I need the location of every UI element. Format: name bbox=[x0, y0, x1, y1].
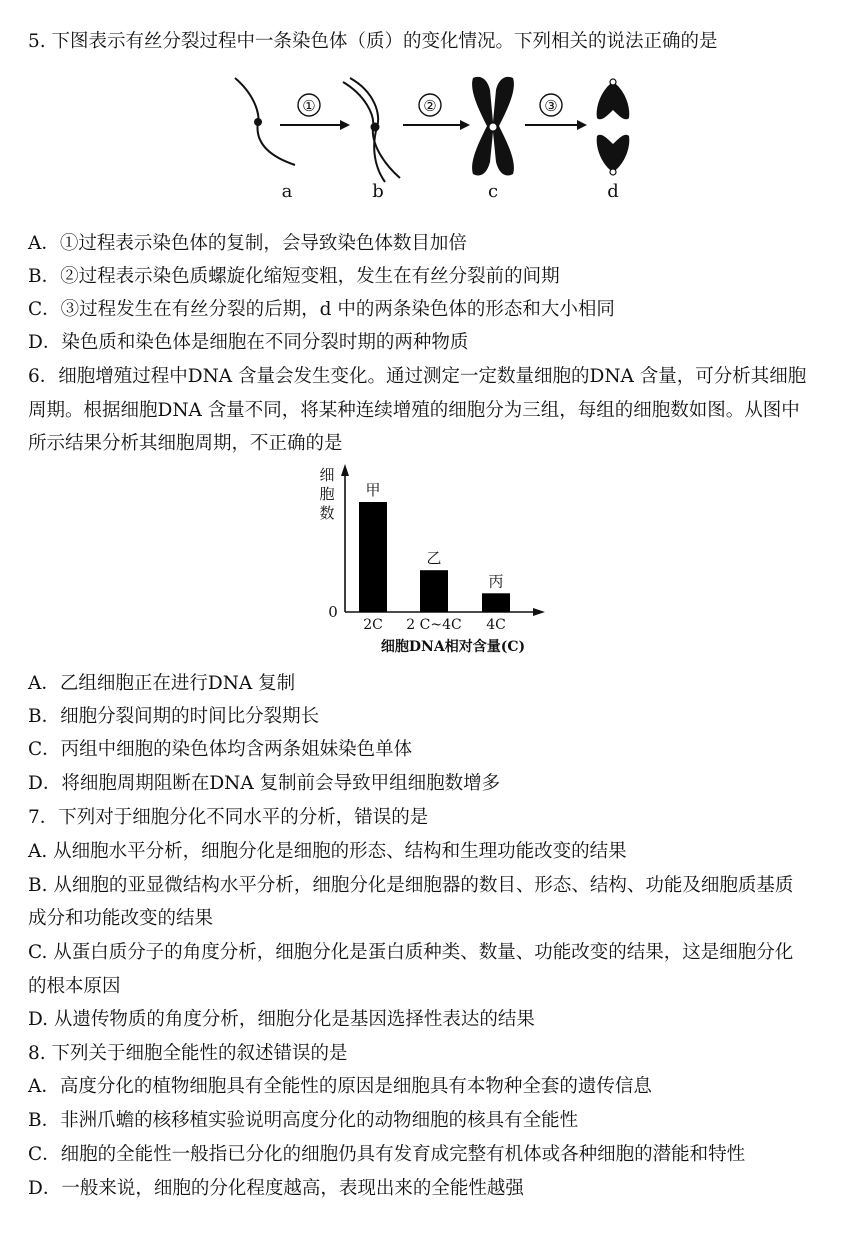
q7-option-a: A. 从细胞水平分析，细胞分化是细胞的形态、结构和生理功能改变的结果 bbox=[28, 841, 627, 862]
chromatid-b2 bbox=[350, 78, 385, 182]
q8-option-b: B．非洲爪蟾的核移植实验说明高度分化的动物细胞的核具有全能性 bbox=[28, 1110, 579, 1131]
centromere-a bbox=[254, 118, 262, 126]
chromosome-figure bbox=[225, 70, 645, 209]
chart-origin-label: 0 bbox=[328, 603, 338, 621]
chart-ylabel-char-3: 数 bbox=[319, 504, 335, 522]
q7-option-b-line-2: 成分和功能改变的结果 bbox=[28, 908, 214, 929]
q7-option-d: D. 从遗传物质的角度分析，细胞分化是基因选择性表达的结果 bbox=[28, 1009, 535, 1030]
q6-option-a: A．乙组细胞正在进行DNA 复制 bbox=[28, 673, 296, 694]
chart-x-tick-3: 4C bbox=[486, 617, 506, 633]
q5-stem: 5. 下图表示有丝分裂过程中一条染色体（质）的变化情况。下列相关的说法正确的是 bbox=[28, 31, 718, 52]
q5-option-d: D．染色质和染色体是细胞在不同分裂时期的两种物质 bbox=[28, 332, 469, 353]
q6-option-d: D．将细胞周期阻断在DNA 复制前会导致甲组细胞数增多 bbox=[28, 773, 501, 794]
chart-bar-label-1: 甲 bbox=[365, 481, 381, 499]
chromatin-a bbox=[235, 78, 295, 165]
chart-x-tick-2: 2 C~4C bbox=[406, 617, 462, 633]
q6-stem-line-3: 所示结果分析其细胞周期，不正确的是 bbox=[28, 433, 343, 454]
chart-ylabel-char-1: 细 bbox=[319, 466, 335, 484]
q8-option-a: A．高度分化的植物细胞具有全能性的原因是细胞具有本物种全套的遗传信息 bbox=[28, 1076, 652, 1097]
step-3-label: ③ bbox=[544, 97, 558, 115]
chart-bar-2 bbox=[420, 570, 448, 612]
chart-xlabel: 细胞DNA相对含量(C) bbox=[380, 639, 526, 655]
step-1-label: ① bbox=[302, 97, 316, 115]
chart-bar-label-3: 丙 bbox=[488, 572, 504, 591]
q6-stem-line-1: 6．细胞增殖过程中DNA 含量会发生变化。通过测定一定数量细胞的DNA 含量，可分析其细胞 bbox=[28, 366, 807, 387]
q7-option-b-line-1: B. 从细胞的亚显微结构水平分析，细胞分化是细胞器的数目、形态、结构、功能及细胞质基质 bbox=[28, 875, 794, 896]
q6-stem-line-2: 周期。根据细胞DNA 含量不同，将某种连续增殖的细胞分为三组，每组的细胞数如图。从图中 bbox=[28, 400, 800, 421]
q8-option-c: C．细胞的全能性一般指已分化的细胞仍具有发育成完整有机体或各种细胞的潜能和特性 bbox=[28, 1144, 746, 1165]
stage-a-label: a bbox=[281, 181, 293, 202]
step-2-label: ② bbox=[423, 97, 437, 115]
chromosome-d-top bbox=[597, 82, 630, 119]
q5-option-b: B．②过程表示染色质螺旋化缩短变粗，发生在有丝分裂前的间期 bbox=[28, 266, 560, 287]
q7-stem: 7．下列对于细胞分化不同水平的分析，错误的是 bbox=[28, 807, 429, 828]
chromosome-d-bottom bbox=[597, 135, 630, 172]
chart-bar-label-2: 乙 bbox=[426, 549, 442, 568]
chart-x-tick-1: 2C bbox=[363, 617, 383, 633]
dna-content-bar-chart bbox=[305, 462, 555, 666]
q7-option-c-line-1: C. 从蛋白质分子的角度分析，细胞分化是蛋白质种类、数量、功能改变的结果，这是细胞分化 bbox=[28, 942, 794, 963]
q7-option-c-line-2: 的根本原因 bbox=[28, 976, 121, 997]
chart-bar-1 bbox=[359, 502, 387, 612]
stage-c-label: c bbox=[487, 181, 499, 202]
q8-option-d: D．一般来说，细胞的分化程度越高，表现出来的全能性越强 bbox=[28, 1178, 524, 1199]
q8-stem: 8. 下列关于细胞全能性的叙述错误的是 bbox=[28, 1043, 348, 1064]
centromere-b bbox=[371, 123, 380, 132]
q5-option-c: C．③过程发生在有丝分裂的后期，d 中的两条染色体的形态和大小相同 bbox=[28, 299, 615, 320]
stage-b-label: b bbox=[372, 181, 384, 202]
q6-option-b: B．细胞分裂间期的时间比分裂期长 bbox=[28, 706, 320, 727]
chart-bar-3 bbox=[482, 593, 510, 612]
stage-d-label: d bbox=[607, 181, 619, 202]
q6-option-c: C．丙组中细胞的染色体均含两条姐妹染色单体 bbox=[28, 739, 413, 760]
chart-ylabel-char-2: 胞 bbox=[319, 485, 335, 503]
q5-option-a: A．①过程表示染色体的复制，会导致染色体数目加倍 bbox=[28, 233, 467, 254]
